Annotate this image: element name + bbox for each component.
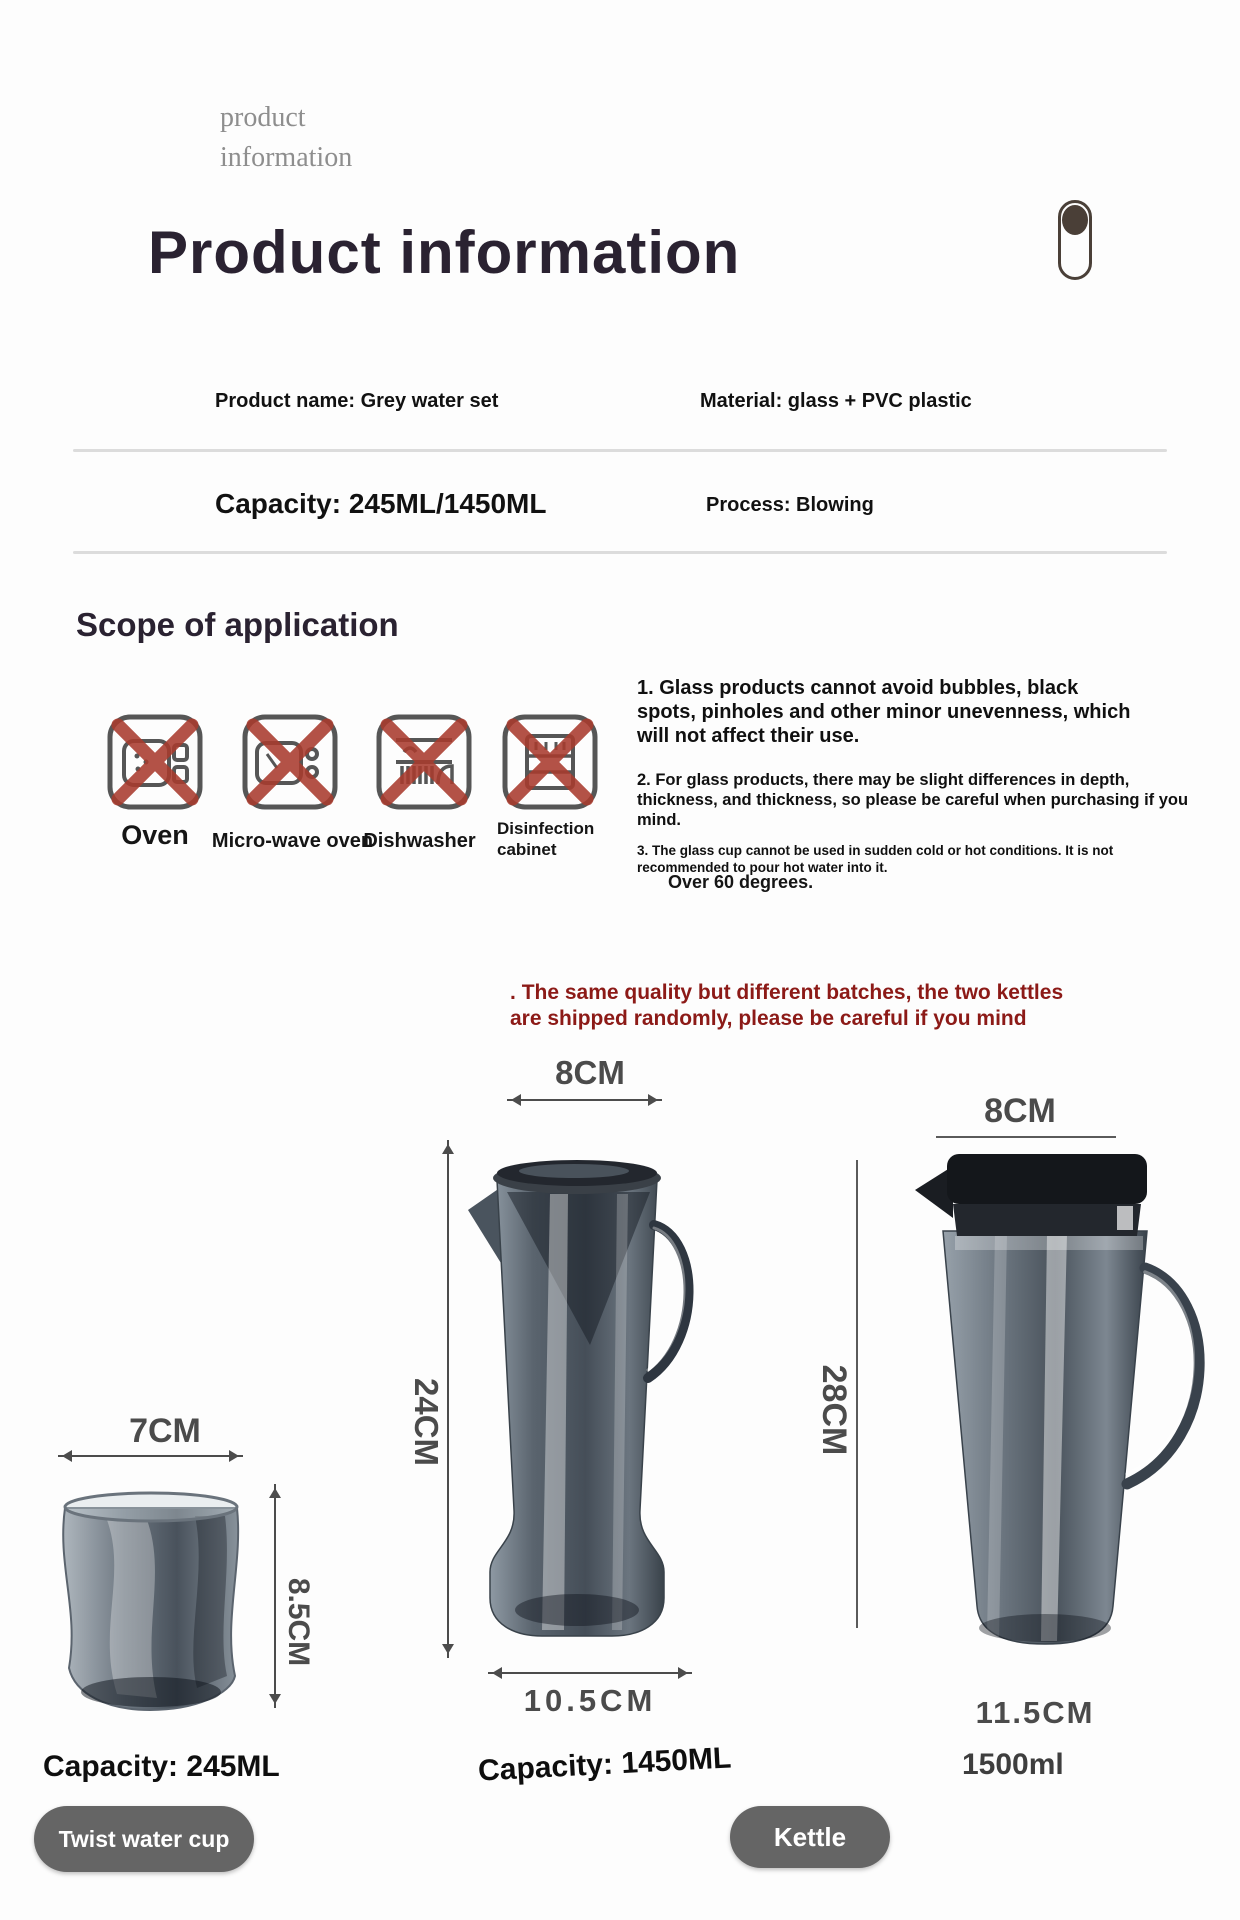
kettle-mid-capacity: Capacity: 1450ML	[477, 1741, 733, 1788]
kettle-right-capacity: 1500ml	[962, 1748, 1064, 1781]
spec-capacity: Capacity: 245ML/1450ML	[215, 488, 547, 519]
note-3: 3. The glass cup cannot be used in sudden cold or hot conditions. It is not recommended to pour hot water into it.	[637, 843, 1114, 875]
kettle-right-height-line	[856, 1160, 858, 1628]
oven-forbidden-icon	[105, 712, 205, 812]
divider-line	[73, 449, 1167, 452]
spec-material: Material: glass + PVC plastic	[700, 390, 972, 412]
spec-product-name: Product name: Grey water set	[215, 390, 499, 412]
kettle-mid-height-label: 24CM	[408, 1377, 445, 1467]
kettle-right-image	[895, 1136, 1225, 1681]
cup-height-arrow	[274, 1484, 276, 1708]
capsule-knob	[1062, 205, 1088, 235]
microwave-label: Micro-wave oven	[211, 830, 374, 852]
scope-heading: Scope of application	[76, 606, 399, 643]
capsule-toggle-icon	[1058, 200, 1092, 280]
warning-text	[510, 980, 1085, 1032]
disinfection-cabinet-label: Disinfection cabinet	[497, 819, 595, 859]
warning-body: The same quality but different batches, the two kettles are shipped randomly, please be careful if you mind	[510, 981, 1064, 1030]
kettle-mid-base-width-label: 10.5CM	[523, 1683, 657, 1718]
kettle-mid-lid-width-label: 8CM	[555, 1054, 625, 1091]
warning-bullet: .	[510, 981, 516, 1004]
cup-width-label: 7CM	[129, 1412, 201, 1450]
divider-line	[73, 551, 1167, 554]
disinfection-cabinet-forbidden-icon	[500, 712, 600, 812]
kettle-right-base-width-label: 11.5CM	[975, 1695, 1095, 1730]
kettle-tag-button[interactable]: Kettle	[730, 1806, 890, 1868]
kettle-right-lid-width-label: 8CM	[984, 1092, 1056, 1130]
note-1: 1. Glass products cannot avoid bubbles, black spots, pinholes and other minor unevenness, which will not affect their use.	[637, 677, 1131, 747]
cup-capacity: Capacity: 245ML	[43, 1750, 280, 1783]
dishwasher-forbidden-icon	[374, 712, 474, 812]
watermark-text	[220, 98, 352, 178]
dishwasher-label: Dishwasher	[363, 830, 476, 852]
kettle-mid-lid-arrow	[507, 1099, 662, 1101]
spec-process: Process: Blowing	[706, 494, 874, 516]
watermark-line2: information	[220, 142, 353, 173]
kettle-mid-image	[452, 1130, 702, 1670]
twist-cup-tag-button[interactable]: Twist water cup	[34, 1806, 254, 1872]
kettle-mid-height-arrow	[447, 1140, 449, 1658]
oven-label: Oven	[121, 820, 189, 850]
twist-cup-image	[45, 1480, 257, 1720]
cup-height-label: 8.5CM	[282, 1577, 315, 1667]
page-title: Product information	[148, 219, 741, 286]
microwave-forbidden-icon	[240, 712, 340, 812]
kettle-mid-base-arrow	[488, 1672, 692, 1674]
note-2: 2. For glass products, there may be slight differences in depth, thickness, and thickness, so please be careful when purchasing if you mind.	[637, 771, 1189, 829]
note-footer: Over 60 degrees.	[668, 872, 814, 892]
watermark-line1: product	[220, 102, 306, 133]
kettle-right-height-label: 28CM	[815, 1364, 853, 1456]
cup-width-arrow	[58, 1455, 243, 1457]
